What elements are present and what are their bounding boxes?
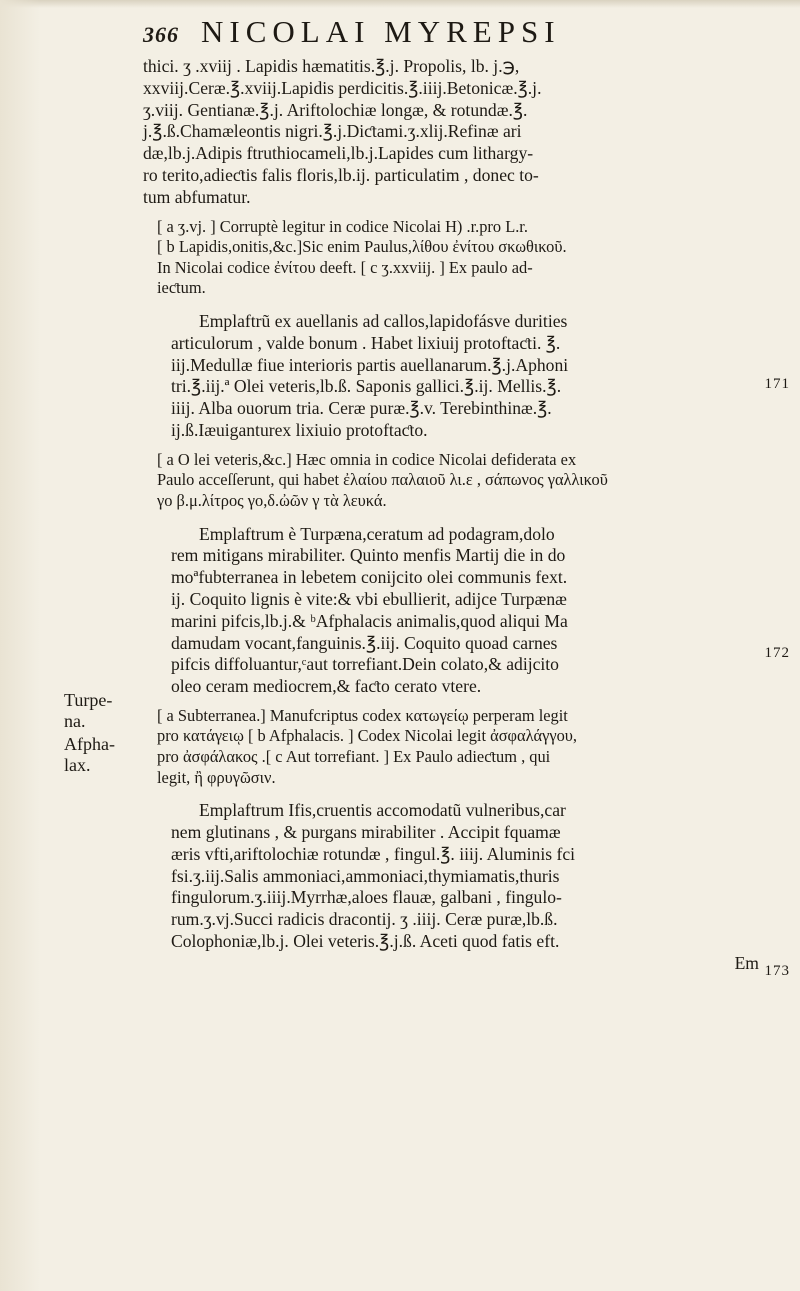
text-line: damudam vocant,fanguinis.℥.iij. Coquito quoad carnes [171, 632, 558, 653]
text-line: dæ,lb.j.Adipis ftruthiocameli,lb.j.Lapides cum lithargy- [143, 143, 534, 164]
text-line: rum.ʒ.vj.Succi radicis dracontij. ʒ .iiij. Ceræ puræ,lb.ß. [171, 909, 558, 930]
note-line: ieƈtum. [157, 278, 206, 298]
side-note-line: na. [64, 711, 86, 731]
margin-number: 172 [764, 645, 790, 661]
note-line: [ a Subterranea.] Manufcriptus codex κατωγείῳ perperam legit [157, 705, 568, 725]
text-line: fingulorum.ʒ.iiij.Myrrhæ,aloes flauæ, galbani , fingulo- [171, 887, 562, 908]
page-edge-shadow [0, 0, 800, 8]
text-line: articulorum , valde bonum . Habet lixiuij protoftaƈti. ℥. [171, 332, 561, 353]
text-line: ro terito,adieƈtis falis floris,lb.ij. particulatim , donec to- [143, 164, 539, 185]
catchword: Em [734, 952, 759, 973]
page-number: 366 [143, 22, 179, 47]
note-line: pro κατάγειῳ [ b Afphalacis. ] Codex Nicolai legit ἀσφαλάγγου, [157, 726, 578, 746]
note-line: γο β.μ.λίτρος γο,δ.ὠῶν γ τὰ λευκά. [157, 490, 387, 510]
side-note-line: Afpha- [64, 734, 115, 754]
gutter-shadow [0, 0, 40, 1291]
text-line: tri.℥.iij.ª Olei veteris,lb.ß. Saponis gallici.℥.ij. Mellis.℥. [171, 376, 562, 397]
side-note-line: Turpe- [64, 690, 113, 710]
margin-number: 173 [764, 963, 790, 979]
running-title: NICOLAI MYREPSI [201, 14, 561, 49]
margin-number: 171 [764, 376, 790, 392]
text-line: ij.ß.Iæuiganturex lixiuio protoftaƈto. [171, 419, 428, 440]
footnote-block [143, 450, 773, 512]
text-line: fsi.ʒ.iij.Salis ammoniaci,ammoniaci,thymiamatis,thuris [171, 865, 560, 886]
text-line: nem glutinans , & purgans mirabiliter . Accipit fquamæ [171, 822, 561, 843]
recipe-paragraph [143, 524, 773, 698]
text-line: Colophoniæ,lb.j. Olei veteris.℥.j.ß. Aceti quod fatis eft. [171, 931, 560, 952]
text-line: pifcis diffoluantur,ᶜaut torrefiant.Dein colato,& adijcito [171, 654, 559, 675]
text-line: ij. Coquito lignis è vite:& vbi ebullierit, adijce Turpænæ [171, 588, 567, 609]
note-line: In Nicolai codice ἐνίτου deeft. [ c ʒ.xxviij. ] Ex paulo ad- [157, 257, 533, 277]
text-line: tum abfumatur. [143, 186, 251, 207]
footnote-block [143, 706, 773, 788]
text-line: moªfubterranea in lebetem conijcito olei communis fext. [171, 567, 568, 588]
text-line: rem mitigans mirabiliter. Quinto menfis Martij die in do [171, 545, 566, 566]
recipe-continuation [143, 56, 773, 209]
text-line: thici. ʒ .xviij . Lapidis hæmatitis.℥.j. Propolis, lb. j.℈, [143, 56, 520, 76]
text-line: iij.Medullæ fiue interioris partis auellanarum.℥.j.Aphoni [171, 354, 569, 375]
side-note-afphalax [64, 734, 115, 776]
note-line: pro ἀσφάλακος .[ c Aut torrefiant. ] Ex Paulo adieƈtum , qui [157, 747, 551, 767]
text-line: Emplaftrũ ex auellanis ad callos,lapidofásve durities [199, 310, 568, 331]
recipe-paragraph [143, 311, 773, 442]
page-header [143, 14, 763, 54]
recipe-paragraph [143, 800, 773, 974]
text-line: iiij. Alba ouorum tria. Ceræ puræ.℥.v. Terebinthinæ.℥. [171, 398, 552, 419]
note-line: Paulo acceſſerunt, qui habet ἐλαίου παλαιοῦ λι.ε , σάπωνος γαλλικοῦ [157, 470, 608, 490]
side-note-turpena [64, 690, 112, 732]
text-line: Emplaftrum Ifis,cruentis accomodatũ vulneribus,car [199, 800, 566, 821]
note-line: [ a ʒ.vj. ] Corruptè legitur in codice Nicolai H) .r.pro L.r. [157, 216, 528, 236]
text-line: ʒ.viij. Gentianæ.℥.j. Ariftolochiæ longæ, & rotundæ.℥. [143, 99, 528, 120]
side-note-line: lax. [64, 755, 91, 775]
text-line: xxviij.Ceræ.℥.xviij.Lapidis perdicitis.℥.iiij.Betonicæ.℥.j. [143, 77, 542, 98]
footnote-block [143, 217, 773, 299]
note-line: legit, ἢ φρυγῶσιν. [157, 767, 276, 787]
text-line: j.℥.ß.Chamæleontis nigri.℥.j.Diƈtami.ʒ.xlij.Refinæ ari [143, 121, 522, 142]
text-body [143, 56, 773, 975]
text-line: æris vfti,ariftolochiæ rotundæ , fingul.℥. iiij. Aluminis fci [171, 843, 576, 864]
text-line: Emplaftrum è Turpæna,ceratum ad podagram,dolo [199, 523, 555, 544]
text-line: marini pifcis,lb.j.& ᵇAfphalacis animalis,quod aliqui Ma [171, 610, 568, 631]
note-line: [ a O lei veteris,&c.] Hæc omnia in codice Nicolai defiderata ex [157, 449, 577, 469]
note-line: [ b Lapidis,onitis,&c.]Sic enim Paulus,λίθου ἐνίτου σκωθικοῦ. [157, 237, 567, 257]
text-line: oleo ceram mediocrem,& faƈto cerato vtere. [171, 676, 482, 697]
